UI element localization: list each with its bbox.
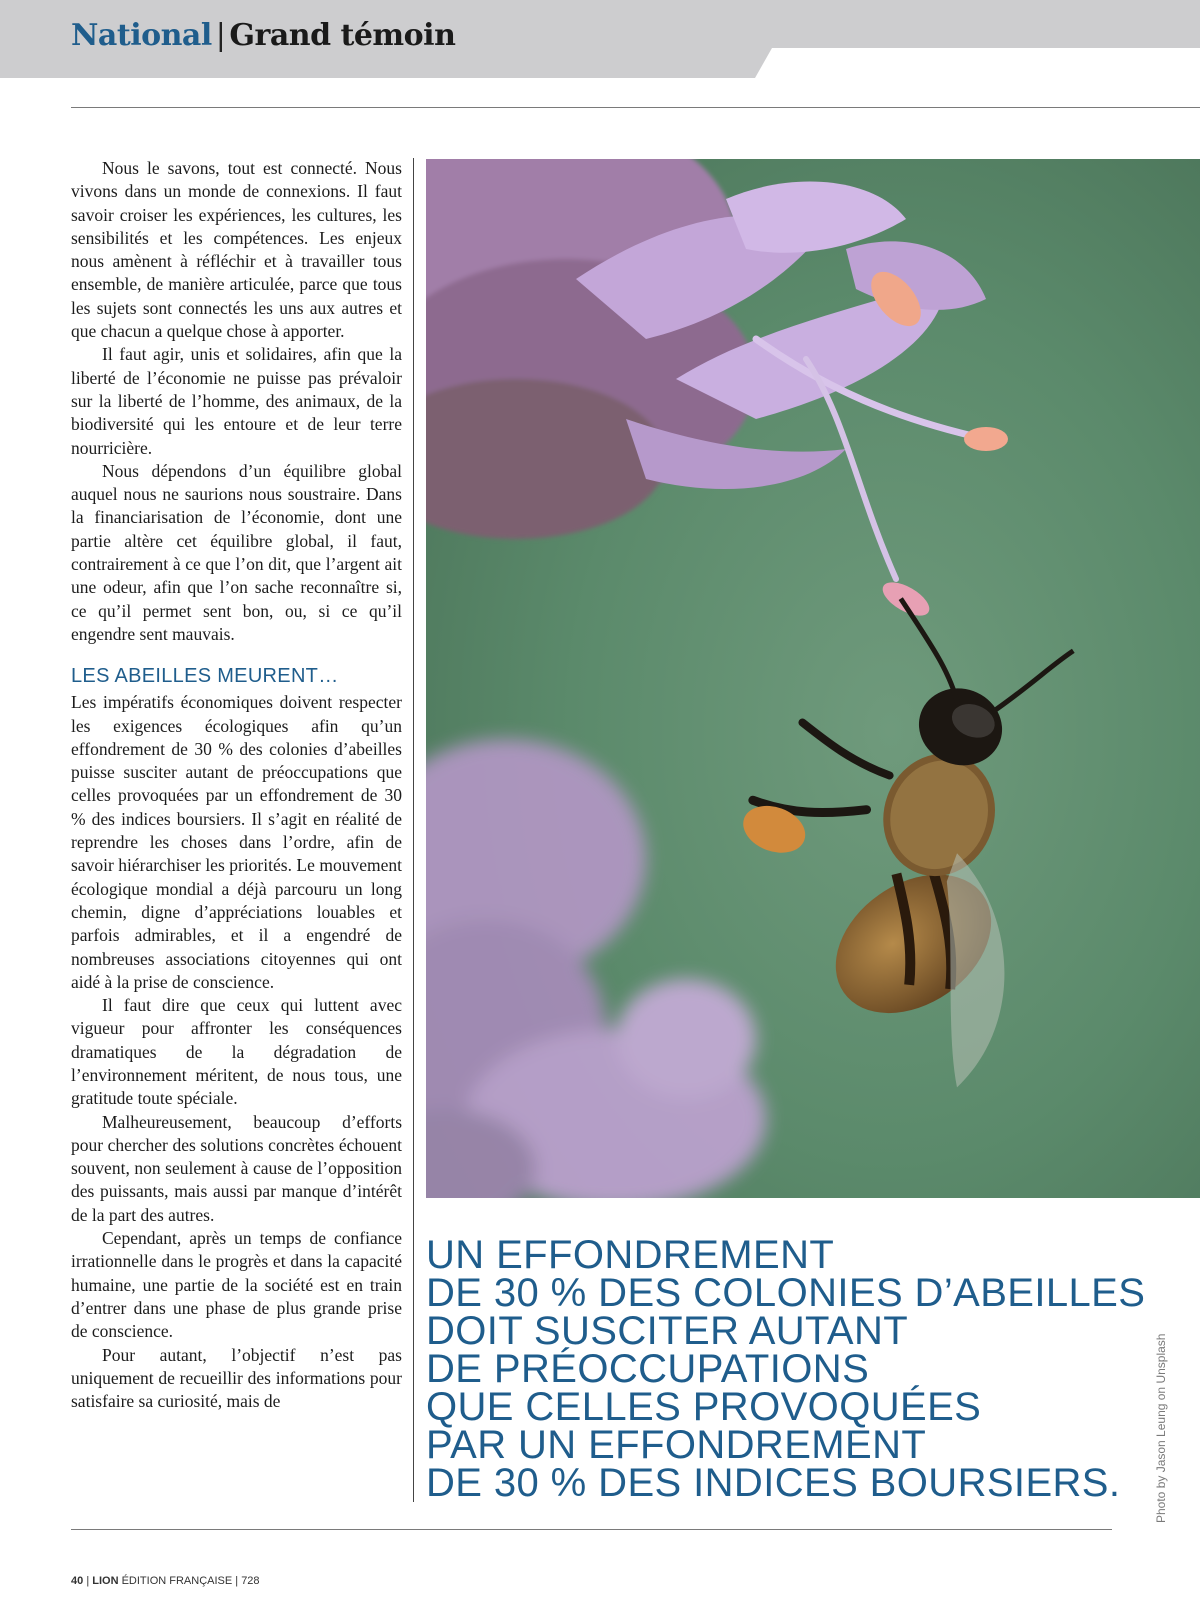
article-paragraph: Il faut agir, unis et solidaires, afin que la liberté de l’économie ne puisse pas prévaloir sur la liberté de l’homme, des animaux, de la biodiversité qui les entoure et de leur terre nourricière. (71, 344, 402, 458)
bottom-divider (71, 1529, 1112, 1530)
article-paragraph: Les impératifs économiques doivent respecter les exigences écologiques afin qu’un effondrement de 30 % des colonies d’abeilles puisse susciter autant de préoccupations que celles provoquées par un effondrement de 30 % des indices boursiers. Il s’agit en réalité de reprendre les choses dans l’ordre, afin de savoir hiérarchiser les priorités. Le mouvement écologique mondial a déjà parcouru un long chemin, digne d’appréciations louables et parfois admirables, et il a engendré de nombreuses associations citoyennes qui ont aidé à la prise de conscience. (71, 692, 402, 992)
pull-quote (426, 1233, 1146, 1505)
article-paragraph: Pour autant, l’objectif n’est pas uniquement de recueillir des informations pour satisfaire sa curiosité, mais de (71, 1344, 402, 1412)
pull-quote-line: DE 30 % DES INDICES BOURSIERS. (426, 1461, 1121, 1505)
article-paragraph: Cependant, après un temps de confiance irrationnelle dans le progrès et dans la capacité humaine, une partie de la société est en train d’entrer dans une phase de plus grande prise de conscience. (71, 1228, 402, 1342)
article-paragraph: Malheureusement, beaucoup d’efforts pour chercher des solutions concrètes échouent souvent, non seulement à cause de l’opposition des puissants, mais aussi par manque d’intérêt de la part des autres. (71, 1111, 402, 1225)
article-subheading: LES ABEILLES MEURENT… (71, 665, 339, 688)
pull-quote-line: PAR UN EFFONDREMENT (426, 1423, 927, 1467)
footer-separator: | (86, 1575, 90, 1587)
rubric-label: Grand témoin (229, 18, 456, 53)
footer-edition: ÉDITION FRANÇAISE (121, 1575, 233, 1587)
bee-on-flower-photo (426, 159, 1200, 1198)
photo-credit: Photo by Jason Leung on Unsplash (1154, 1333, 1168, 1523)
pull-quote-line: DE PRÉOCCUPATIONS (426, 1347, 870, 1391)
article-body (71, 157, 402, 1503)
pull-quote-line: DOIT SUSCITER AUTANT (426, 1309, 909, 1353)
pull-quote-line: UN EFFONDREMENT (426, 1233, 835, 1277)
header-separator: | (215, 18, 226, 53)
page-number: 40 (71, 1575, 84, 1587)
article-paragraph: Nous le savons, tout est connecté. Nous vivons dans un monde de connexions. Il faut savoir croiser les expériences, les cultures, les sensibilités et les compétences. Les enjeux nous amènent à réfléchir et à travailler tous ensemble, de manière articulée, parce que tous les sujets sont connectés les uns aux autres et que chacun a quelque chose à apporter. (71, 158, 402, 342)
column-divider (413, 158, 414, 1502)
article-paragraph: Nous dépendons d’un équilibre global auquel nous ne saurions nous soustraire. Dans la financiarisation de l’économie, dont une partie altère cet équilibre global, il faut, contrairement à ce que l’on dit, que l’argent ait une odeur, afin que l’on sache reconnaître si, ce qu’il permet sent bon, ou, si ce qu’il engendre sent mauvais. (71, 460, 402, 644)
top-divider (71, 107, 1200, 108)
pull-quote-line: DE 30 % DES COLONIES D’ABEILLES (426, 1271, 1146, 1315)
footer-separator: | (235, 1575, 239, 1587)
footer-issue: 728 (241, 1575, 260, 1587)
pull-quote-line: QUE CELLES PROVOQUÉES (426, 1385, 982, 1429)
page-footer (71, 1575, 260, 1587)
page-header-title (71, 18, 455, 53)
article-paragraph: Il faut dire que ceux qui luttent avec vigueur pour affronter les conséquences dramatiques de la dégradation de l’environnement méritent, de nous tous, une gratitude toute spéciale. (71, 995, 402, 1109)
footer-brand: LION (92, 1575, 119, 1587)
section-label: National (71, 18, 212, 53)
